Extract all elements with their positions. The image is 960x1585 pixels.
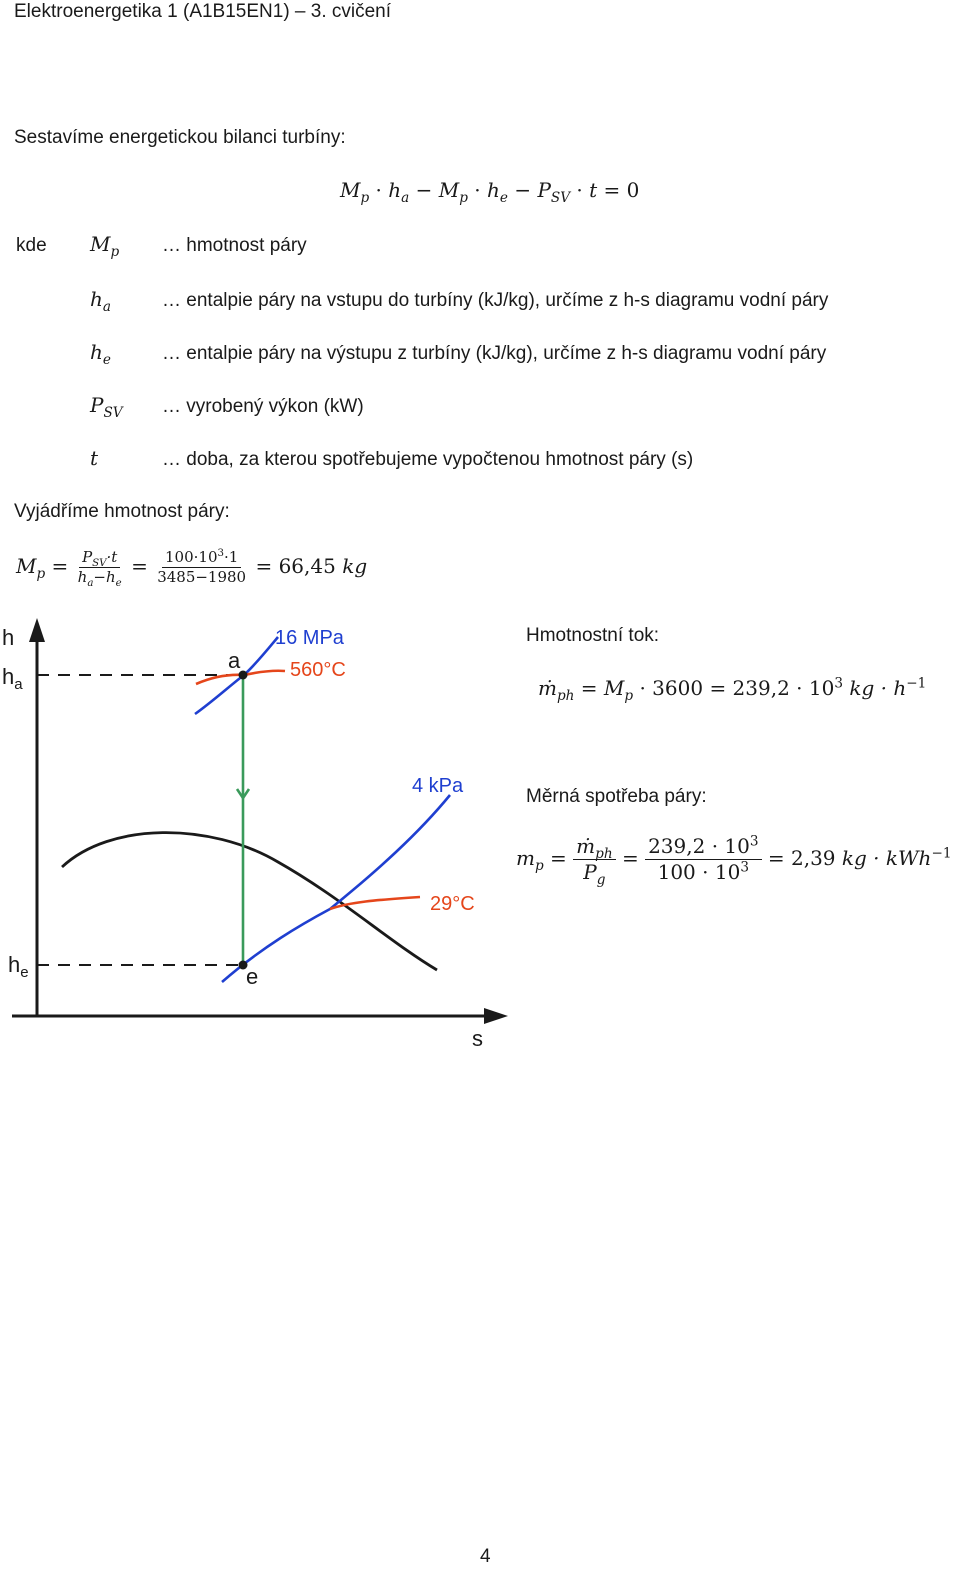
legend-desc-ha: … entalpie páry na vstupu do turbíny (kJ/kg), určíme z h-s diagramu vodní páry <box>162 290 829 311</box>
section-heading-mass: Vyjádříme hmotnost páry: <box>14 501 230 522</box>
legend-symbol-ha: $h_a$ <box>90 287 111 315</box>
page-number: 4 <box>480 1546 491 1567</box>
specific-consumption-equation: $m_p$ = $\frac{ṁ_{ph}}{P_g}$ = $\frac{239,2 \cdot 10^3}{100 \cdot 10^3}$ = 2,39 kg · kWh$^{-1}$ <box>516 833 952 888</box>
legend-desc-t: … doba, za kterou spotřebujeme vypočtenou hmotnost páry (s) <box>162 449 694 470</box>
x-axis-arrow-icon <box>484 1008 508 1024</box>
legend-symbol-t: t <box>90 446 99 470</box>
legend-desc-mp: … hmotnost páry <box>162 235 307 256</box>
ha-label: $h_a$ <box>2 664 23 693</box>
specific-fraction-symbolic: $\frac{ṁ_{ph}}{P_g}$ <box>573 834 615 885</box>
legend-symbol-psv: $P_{SV}$ <box>90 393 123 421</box>
y-axis-label: h <box>2 625 15 650</box>
isotherm-low-label: 29°C <box>430 893 475 915</box>
legend-desc-he: … entalpie páry na výstupu z turbíny (kJ/kg), určíme z h-s diagramu vodní páry <box>162 343 827 364</box>
mass-fraction-numeric: $\frac{100\cdot 10^3\cdot 1}{3485-1980}$ <box>157 548 247 586</box>
legend-symbol-he: $h_e$ <box>90 340 111 368</box>
legend-desc-psv: … vyrobený výkon (kW) <box>162 396 364 417</box>
saturation-curve <box>62 833 437 970</box>
section-heading-balance: Sestavíme energetickou bilanci turbíny: <box>14 127 346 148</box>
he-label: $h_e$ <box>8 952 29 981</box>
legend-symbol-mp: $M_p$ <box>90 232 120 260</box>
point-a-label: a <box>228 648 241 673</box>
mass-equation: $M_p$ = $\frac{P_{SV}\cdot t}{h_a-h_e}$ = $\frac{100\cdot 10^3\cdot 1}{3485-1980}$ = 66,45 kg <box>16 548 368 589</box>
mass-flow-equation: ṁ$_{ph}$ = $M_p \cdot 3600 = 239,2 \cdot 10^3$ kg · $h^{-1}$ <box>538 675 927 704</box>
isobar-low-label: 4 kPa <box>412 775 464 797</box>
point-e-label: e <box>246 964 259 989</box>
legend-kde-label: kde <box>16 235 47 256</box>
section-heading-flow: Hmotnostní tok: <box>526 625 660 646</box>
specific-fraction-numeric: $\frac{239,2 \cdot 10^3}{100 \cdot 10^3}$ <box>645 834 761 885</box>
page-header: Elektroenergetika 1 (A1B15EN1) – 3. cvičení <box>14 1 392 22</box>
isotherm-high-label: 560°C <box>290 659 346 681</box>
isobar-low <box>222 795 450 982</box>
section-heading-specific: Měrná spotřeba páry: <box>526 786 707 807</box>
energy-balance-equation: $M_p \cdot h_a - M_p \cdot h_e - P_{SV} \cdot t = 0$ <box>340 178 640 206</box>
y-axis-arrow-icon <box>29 618 45 642</box>
x-axis-label: s <box>472 1026 483 1051</box>
isobar-high-label: 16 MPa <box>275 627 344 649</box>
mass-fraction-symbolic: $\frac{P_{SV}\cdot t}{h_a-h_e}$ <box>77 548 122 589</box>
hs-diagram <box>0 612 520 1057</box>
